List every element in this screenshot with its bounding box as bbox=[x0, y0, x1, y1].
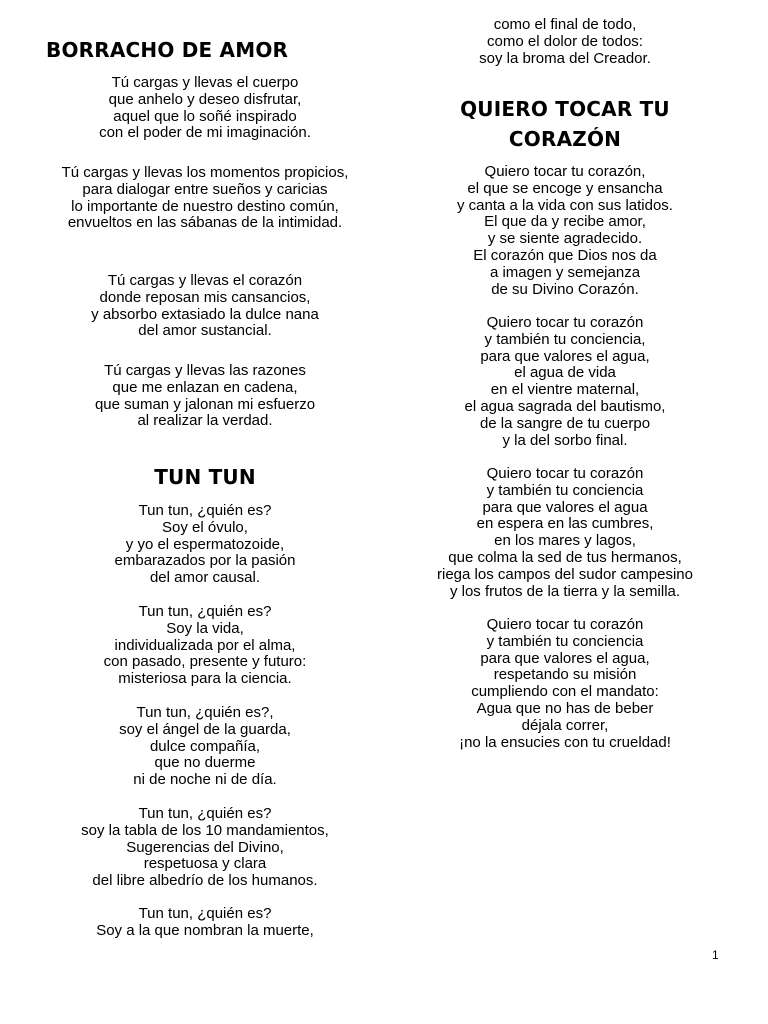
poem-line: para que valores el agua bbox=[482, 498, 648, 516]
poem-line: envueltos en las sábanas de la intimidad. bbox=[67, 214, 343, 232]
poem-line: de su Divino Corazón. bbox=[491, 280, 639, 298]
tun-stanza-5 bbox=[40, 906, 370, 940]
borracho-stanza-2 bbox=[40, 165, 370, 232]
poem-line: en los mares y lagos, bbox=[494, 532, 636, 550]
borracho-stanza-1 bbox=[40, 75, 370, 142]
poem-line: déjala correr, bbox=[521, 716, 609, 734]
poem-line: que anhelo y deseo disfrutar, bbox=[108, 90, 302, 108]
poem-line: Tú cargas y llevas el cuerpo bbox=[111, 74, 299, 91]
poem-line: Soy a la que nombran la muerte, bbox=[96, 921, 314, 939]
poem-line: y absorbo extasiado la dulce nana bbox=[91, 305, 319, 323]
poem-line: Tú cargas y llevas las razones bbox=[104, 362, 306, 379]
poem-line: Tú cargas y llevas el corazón bbox=[107, 272, 303, 289]
poem-line: misteriosa para la ciencia. bbox=[118, 670, 292, 688]
poem-line: y también tu conciencia, bbox=[484, 330, 646, 348]
tun-stanza-3 bbox=[40, 705, 370, 789]
poem-line: Soy la vida, bbox=[166, 619, 244, 637]
title-line: CORAZÓN bbox=[508, 127, 622, 151]
poem-line: Tun tun, ¿quién es? bbox=[138, 502, 272, 519]
tun-stanza-4 bbox=[40, 806, 370, 890]
poem-line: soy el ángel de la guarda, bbox=[119, 720, 291, 738]
poem-line: el que se encoge y ensancha bbox=[467, 179, 663, 197]
poem-line: Quiero tocar tu corazón bbox=[486, 616, 644, 633]
poem-line: y también tu conciencia bbox=[486, 481, 644, 499]
quiero-stanza-2 bbox=[415, 315, 715, 449]
quiero-stanza-4 bbox=[415, 617, 715, 751]
poem-line: Tun tun, ¿quién es? bbox=[138, 905, 272, 922]
poem-line: El corazón que Dios nos da bbox=[473, 246, 657, 264]
poem-line: Quiero tocar tu corazón bbox=[486, 465, 644, 482]
poem-line: lo importante de nuestro destino común, bbox=[71, 197, 339, 215]
poem-line: donde reposan mis cansancios, bbox=[99, 288, 311, 306]
tun-stanza-2 bbox=[40, 604, 370, 688]
poem-line: para que valores el agua, bbox=[480, 347, 650, 365]
poem-line: Sugerencias del Divino, bbox=[126, 838, 284, 856]
poem-line: cumpliendo con el mandato: bbox=[471, 683, 659, 701]
poem-line: El que da y recibe amor, bbox=[484, 213, 646, 231]
tun-continuation bbox=[415, 17, 715, 67]
poem-line: del amor causal. bbox=[149, 569, 261, 587]
poem-line: y la del sorbo final. bbox=[502, 431, 628, 449]
poem-line: para que valores el agua, bbox=[480, 649, 650, 667]
borracho-stanza-4 bbox=[40, 363, 370, 430]
poem-line: del amor sustancial. bbox=[138, 322, 272, 340]
poem-line: que me enlazan en cadena, bbox=[112, 378, 298, 396]
tun-stanza-1 bbox=[40, 503, 370, 587]
poem-line: individualizada por el alma, bbox=[114, 636, 296, 654]
poem-line: el agua de vida bbox=[514, 364, 616, 382]
quiero-stanza-1 bbox=[415, 164, 715, 298]
page-number: 1 bbox=[712, 948, 719, 962]
poem-line: riega los campos del sudor campesino bbox=[437, 565, 693, 583]
poem-line: ni de noche ni de día. bbox=[133, 771, 277, 789]
poem-line: soy la broma del Creador. bbox=[479, 49, 651, 67]
poem-line: Tun tun, ¿quién es? bbox=[138, 805, 272, 822]
borracho-stanza-3 bbox=[40, 273, 370, 340]
poem-line: ¡no la ensucies con tu crueldad! bbox=[459, 733, 671, 751]
poem-title-borracho: BORRACHO DE AMOR bbox=[46, 38, 289, 62]
poem-line: Quiero tocar tu corazón, bbox=[484, 163, 646, 180]
poem-line: a imagen y semejanza bbox=[489, 263, 641, 281]
poem-line: y los frutos de la tierra y la semilla. bbox=[449, 582, 681, 600]
poem-line: que no duerme bbox=[154, 754, 256, 772]
poem-line: en espera en las cumbres, bbox=[476, 515, 654, 533]
poem-line: aquel que lo soñé inspirado bbox=[113, 107, 297, 125]
poem-line: con pasado, presente y futuro: bbox=[103, 653, 307, 671]
poem-title-tun-tun: TUN TUN bbox=[154, 465, 256, 489]
poem-line: Tun tun, ¿quién es? bbox=[138, 603, 272, 620]
poem-line: el agua sagrada del bautismo, bbox=[464, 397, 666, 415]
poem-line: de la sangre de tu cuerpo bbox=[479, 414, 651, 432]
poem-line: del libre albedrío de los humanos. bbox=[92, 872, 318, 890]
poem-line: y yo el espermatozoide, bbox=[125, 535, 285, 553]
poem-line: Quiero tocar tu corazón bbox=[486, 314, 644, 331]
poem-line: y se siente agradecido. bbox=[487, 230, 643, 248]
poem-line: respetuosa y clara bbox=[143, 855, 267, 873]
poem-line: con el poder de mi imaginación. bbox=[99, 124, 311, 142]
poem-line: y canta a la vida con sus latidos. bbox=[457, 196, 673, 214]
poem-line: al realizar la verdad. bbox=[137, 412, 273, 430]
quiero-stanza-3 bbox=[415, 466, 715, 600]
poem-line: como el dolor de todos: bbox=[487, 32, 643, 50]
title-line: QUIERO TOCAR TU bbox=[460, 97, 670, 121]
poem-line: para dialogar entre sueños y caricias bbox=[82, 180, 328, 198]
poem-line: embarazados por la pasión bbox=[114, 552, 296, 570]
poem-line: como el final de todo, bbox=[493, 16, 637, 33]
poem-line: Soy el óvulo, bbox=[162, 518, 248, 536]
poem-line: dulce compañía, bbox=[149, 737, 261, 755]
poem-line: soy la tabla de los 10 mandamientos, bbox=[81, 821, 329, 839]
poem-line: y también tu conciencia bbox=[486, 632, 644, 650]
poem-line: Agua que no has de beber bbox=[476, 699, 654, 717]
poem-line: respetando su misión bbox=[493, 666, 637, 684]
poem-line: que suman y jalonan mi esfuerzo bbox=[94, 395, 316, 413]
poem-line: en el vientre maternal, bbox=[490, 381, 640, 399]
poem-title-quiero-tocar bbox=[415, 94, 715, 154]
poem-line: Tú cargas y llevas los momentos propicios, bbox=[61, 164, 349, 181]
poem-line: Tun tun, ¿quién es?, bbox=[136, 704, 274, 721]
poem-line: que colma la sed de tus hermanos, bbox=[448, 548, 682, 566]
